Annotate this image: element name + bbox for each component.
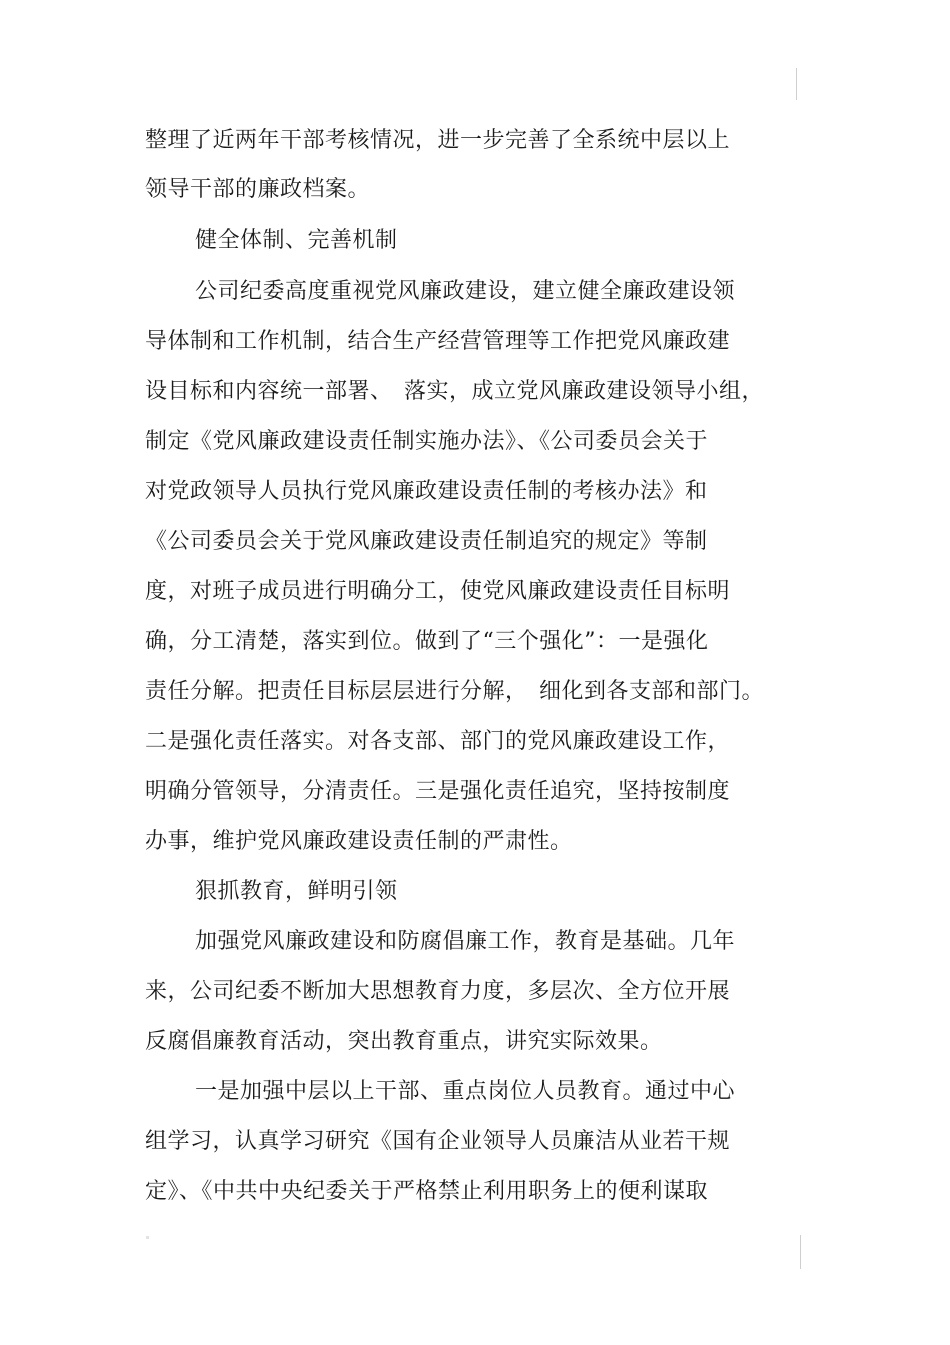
paragraph-first-line: 公司纪委高度重视党风廉政建设，建立健全廉政建设领	[195, 279, 736, 304]
body-text-line: 设目标和内容统一部署、 落实，成立党风廉政建设领导小组，	[145, 379, 765, 404]
body-text-line: 《公司委员会关于党风廉政建设责任制追究的规定》等制	[145, 529, 708, 554]
body-text-line: 来，公司纪委不断加大思想教育力度，多层次、全方位开展	[145, 979, 731, 1004]
body-text-line: 对党政领导人员执行党风廉政建设责任制的考核办法》和	[145, 479, 708, 504]
page-speck	[146, 1236, 149, 1239]
body-text-line: 导体制和工作机制，结合生产经营管理等工作把党风廉政建	[145, 329, 731, 354]
body-text-line: 整理了近两年干部考核情况，进一步完善了全系统中层以上	[145, 128, 731, 153]
paragraph-first-line: 一是加强中层以上干部、重点岗位人员教育。通过中心	[195, 1079, 736, 1104]
body-text-line: 定》、《中共中央纪委关于严格禁止利用职务上的便利谋取	[145, 1179, 709, 1204]
body-text-line: 反腐倡廉教育活动，突出教育重点，讲究实际效果。	[145, 1029, 663, 1054]
body-text-line: 办事，维护党风廉政建设责任制的严肃性。	[145, 829, 573, 854]
page-edge-mark-bottom	[800, 1235, 801, 1269]
body-text-line: 二是强化责任落实。对各支部、部门的党风廉政建设工作，	[145, 729, 731, 754]
body-text-line: 制定《党风廉政建设责任制实施办法》、《公司委员会关于	[145, 429, 709, 454]
paragraph-first-line: 加强党风廉政建设和防腐倡廉工作，教育是基础。几年	[195, 929, 736, 954]
body-text-line: 责任分解。把责任目标层层进行分解， 细化到各支部和部门。	[145, 679, 765, 704]
section-heading-education: 狠抓教育，鲜明引领	[195, 879, 398, 904]
body-text-line: 明确分管领导，分清责任。三是强化责任追究，坚持按制度	[145, 779, 731, 804]
section-heading-system: 健全体制、完善机制	[195, 228, 398, 253]
page-edge-mark-top	[796, 68, 797, 100]
body-text-line: 确，分工清楚，落实到位。做到了“三个强化”：一是强化	[145, 629, 709, 654]
body-text-line: 组学习，认真学习研究《国有企业领导人员廉洁从业若干规	[145, 1129, 731, 1154]
body-text-line: 领导干部的廉政档案。	[145, 177, 371, 202]
body-text-line: 度，对班子成员进行明确分工，使党风廉政建设责任目标明	[145, 579, 731, 604]
